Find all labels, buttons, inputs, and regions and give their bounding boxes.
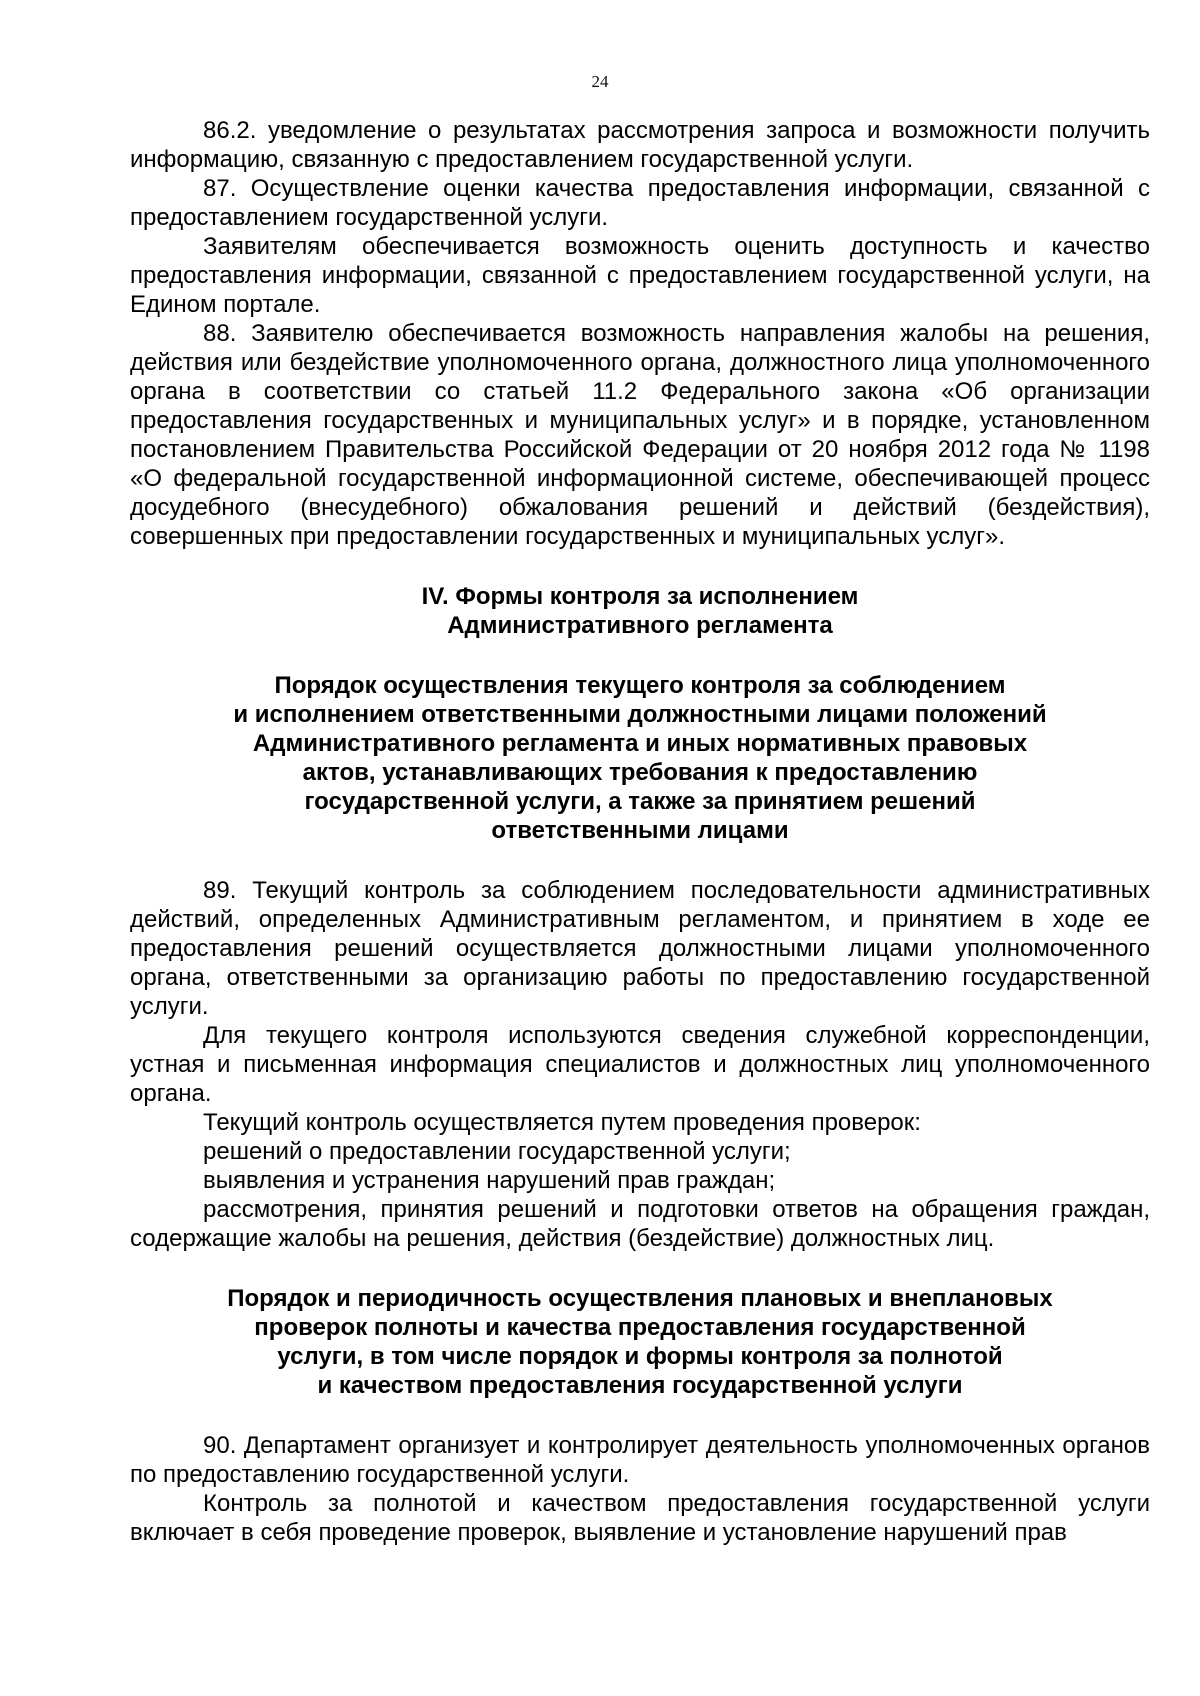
document-body (130, 116, 1150, 1547)
heading-line: проверок полноты и качества предоставления государственной (254, 1314, 1026, 1341)
paragraph-87-applicants: Заявителям обеспечивается возможность оценить доступность и качество предоставления информации, связанной с предоставлением государственной услуги, на Едином портале. (130, 233, 1150, 318)
heading-line: ответственными лицами (491, 817, 789, 844)
heading-line: государственной услуги, а также за принятием решений (304, 788, 976, 815)
paragraph-88: 88. Заявителю обеспечивается возможность направления жалобы на решения, действия или бездействие уполномоченного органа, должностного лица уполномоченного органа в соответствии со статьей 11.2 Федерального закона «Об организации предоставления государственных и муниципальных услуг» и в порядке, установленном постановлением Правительства Российской Федерации от 20 ноября 2012 года № 1198 «О федеральной государственной информационной системе, обеспечивающей процесс досудебного (внесудебного) обжалования решений и действий (бездействия), совершенных при предоставлении государственных и муниципальных услуг». (130, 320, 1150, 550)
subheading-planned-checks (130, 1284, 1150, 1400)
paragraph-90-control: Контроль за полнотой и качеством предоставления государственной услуги включает в себя проведение проверок, выявление и установление нарушений прав (130, 1490, 1150, 1546)
subheading-current-control (130, 671, 1150, 845)
heading-line: услуги, в том числе порядок и формы контроля за полнотой (277, 1343, 1003, 1370)
paragraph-89-item-3: рассмотрения, принятия решений и подготовки ответов на обращения граждан, содержащие жалобы на решения, действия (бездействие) должностных лиц. (130, 1196, 1150, 1252)
section-heading-iv (130, 582, 1150, 640)
paragraph-89-sources: Для текущего контроля используются сведения служебной корреспонденции, устная и письменная информация специалистов и должностных лиц уполномоченного органа. (130, 1022, 1150, 1107)
heading-line: Порядок осуществления текущего контроля за соблюдением (274, 672, 1006, 699)
heading-line: и качеством предоставления государственной услуги (317, 1372, 963, 1399)
heading-line: Административного регламента и иных нормативных правовых (252, 730, 1028, 757)
paragraph-89-checks: Текущий контроль осуществляется путем проведения проверок: (203, 1109, 921, 1136)
heading-line: Порядок и периодичность осуществления плановых и внеплановых (227, 1285, 1053, 1312)
paragraph-89-item-2: выявления и устранения нарушений прав граждан; (203, 1167, 776, 1194)
heading-line: Административного регламента (447, 612, 833, 639)
paragraph-89: 89. Текущий контроль за соблюдением последовательности административных действий, определенных Административным регламентом, и принятием в ходе ее предоставления решений осуществляется должностными лицами уполномоченного органа, ответственными за организацию работы по предоставлению государственной услуги. (130, 877, 1150, 1020)
paragraph-89-item-1: решений о предоставлении государственной услуги; (203, 1138, 791, 1165)
page-number: 24 (591, 72, 609, 91)
paragraph-87: 87. Осуществление оценки качества предоставления информации, связанной с предоставлением государственной услуги. (130, 175, 1150, 231)
paragraph-86-2: 86.2. уведомление о результатах рассмотрения запроса и возможности получить информацию, связанную с предоставлением государственной услуги. (130, 117, 1150, 173)
heading-line: актов, устанавливающих требования к предоставлению (302, 759, 978, 786)
heading-line: IV. Формы контроля за исполнением (421, 583, 859, 610)
heading-line: и исполнением ответственными должностными лицами положений (233, 701, 1047, 728)
paragraph-90: 90. Департамент организует и контролирует деятельность уполномоченных органов по предоставлению государственной услуги. (130, 1432, 1150, 1488)
